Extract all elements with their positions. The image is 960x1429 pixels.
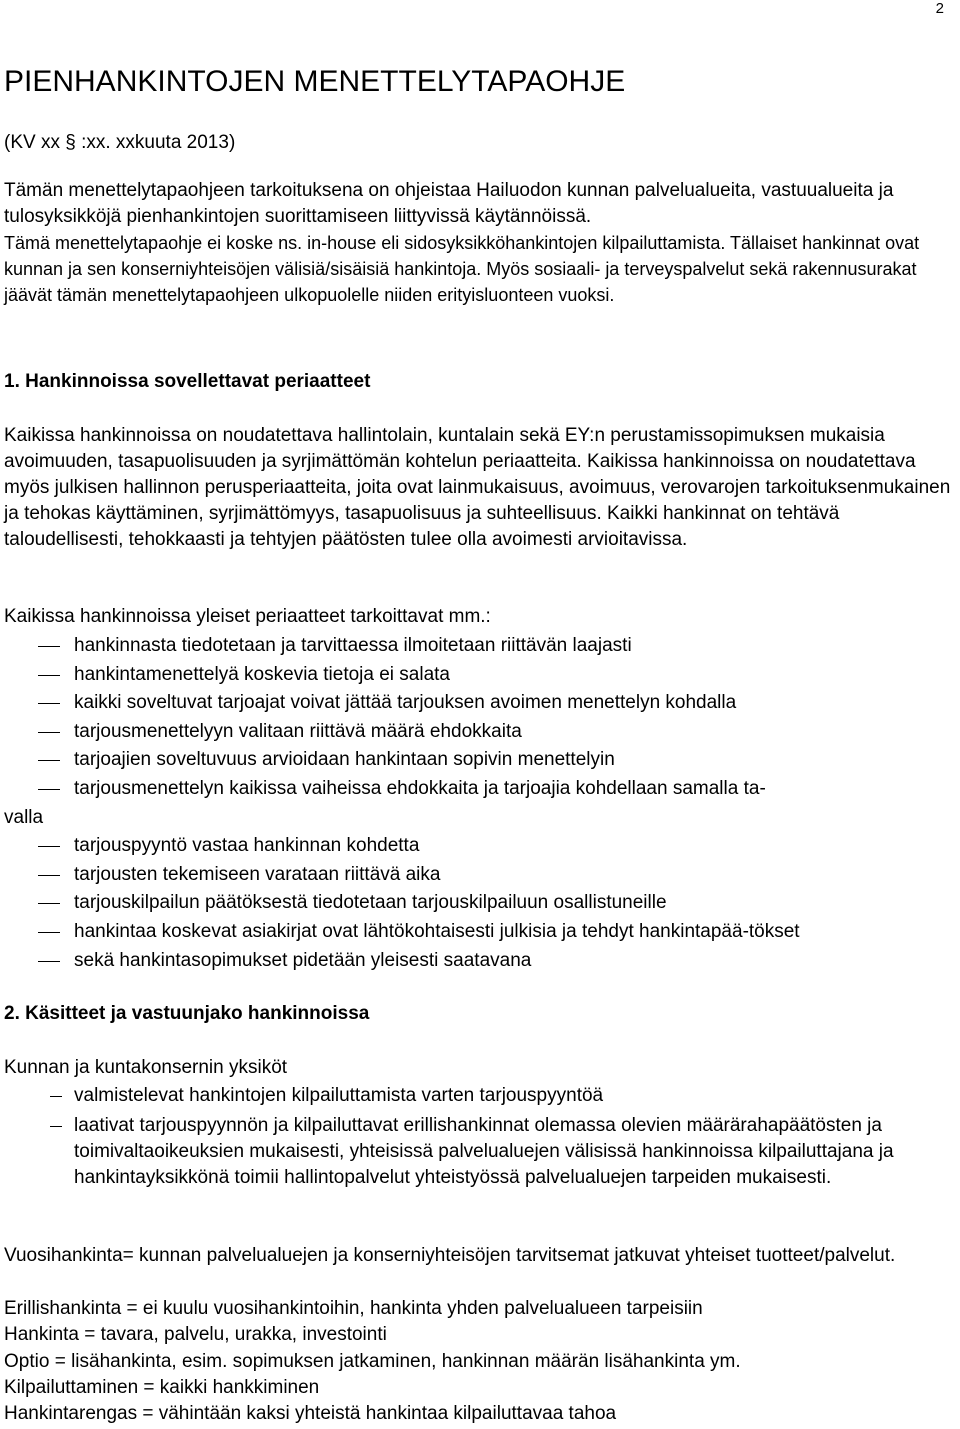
list-item: tarjousmenettelyyn valitaan riittävä määrä ehdokkaita — [4, 718, 954, 747]
list-item: tarjouspyyntö vastaa hankinnan kohdetta — [4, 832, 954, 861]
list-item: sekä hankintasopimukset pidetään yleisesti saatavana — [4, 947, 954, 976]
section-2-heading: 2. Käsitteet ja vastuunjako hankinnoissa — [4, 1003, 370, 1024]
list-item: laativat tarjouspyynnön ja kilpailuttavat erillishankinnat olemassa olevien määrärahapäätösten ja toimivaltaoikeuksien mukaisesti, yhteisissä palvelualuejen välisissä hankinnoissa kilpailuttajana ja hankintayksikkönä toimii hallintopalvelut yhteistyössä palvelualuejen tarpeiden mukaisesti. — [4, 1113, 954, 1191]
section-2-units-list — [4, 1083, 954, 1191]
dash-bullet-icon — [38, 875, 60, 876]
definition-hankintarengas: Hankintarengas = vähintään kaksi yhteistä hankintaa kilpailuttavaa tahoa — [4, 1403, 617, 1424]
dash-bullet-icon — [38, 846, 60, 847]
document-subtitle: (KV xx § :xx. xxkuuta 2013) — [4, 132, 236, 153]
definition-vuosihankinta: Vuosihankinta= kunnan palvelualuejen ja konserniyhteisöjen tarvitsemat jatkuvat yhteiset tuotteet/palvelut. — [4, 1245, 896, 1266]
section-1-paragraph: Kaikissa hankinnoissa on noudatettava hallintolain, kuntalain sekä EY:n perustamissopimuksen mukaisia avoimuuden, tasapuolisuuden ja syrjimättömän kohtelun periaatteita. Kaikissa hankinnoissa on noudatettava myös julkisen hallinnon perusperiaatteita, joita ovat lainmukaisuus, avoimuus, verovarojen tarkoituksenmukainen ja tehokas käyttäminen, syrjimättömyys, tasapuolisuus ja suhteellisuus. Kaikki hankinnat on tehtävä taloudellisesti, tehokkaasti ja tehtyjen päätösten tulee olla avoimesti arvioitavissa. — [4, 425, 951, 550]
list-item: tarjoajien soveltuvuus arvioidaan hankintaan sopivin menettelyin — [4, 746, 954, 775]
list-item: tarjouskilpailun päätöksestä tiedotetaan tarjouskilpailuun osallistuneille — [4, 889, 954, 918]
definition-erillishankinta: Erillishankinta = ei kuulu vuosihankintoihin, hankinta yhden palvelualueen tarpeisiin — [4, 1298, 703, 1319]
list-item: hankintamenettelyä koskevia tietoja ei salata — [4, 661, 954, 690]
list-item: kaikki soveltuvat tarjoajat voivat jättää tarjouksen avoimen menettelyn kohdalla — [4, 689, 954, 718]
definition-hankinta: Hankinta = tavara, palvelu, urakka, investointi — [4, 1324, 387, 1345]
section-1-heading: 1. Hankinnoissa sovellettavat periaatteet — [4, 371, 371, 392]
list-item: tarjousmenettelyn kaikissa vaiheissa ehdokkaita ja tarjoajia kohdellaan samalla ta- — [4, 775, 954, 804]
list-item: tarjousten tekemiseen varataan riittävä aika — [4, 861, 954, 890]
dash-bullet-icon — [38, 703, 60, 704]
dash-bullet-icon — [38, 732, 60, 733]
list-item: hankintaa koskevat asiakirjat ovat lähtökohtaisesti julkisia ja tehdyt hankintapää-tökset — [4, 918, 954, 947]
dash-bullet-icon — [38, 789, 60, 790]
section-2-list-intro: Kunnan ja kuntakonsernin yksiköt — [4, 1057, 288, 1078]
dash-bullet-icon — [50, 1096, 62, 1097]
dash-bullet-icon — [38, 932, 60, 933]
dash-bullet-icon — [38, 675, 60, 676]
dash-bullet-icon — [38, 646, 60, 647]
intro-paragraph-1: Tämän menettelytapaohjeen tarkoituksena on ohjeistaa Hailuodon kunnan palvelualueita, vastuualueita ja tulosyksikköjä pienhankintojen suorittamiseen liittyvissä käytännöissä. — [4, 180, 894, 227]
page-number: 2 — [935, 0, 944, 17]
dash-bullet-icon — [38, 903, 60, 904]
dash-bullet-icon — [38, 760, 60, 761]
list-item: hankinnasta tiedotetaan ja tarvittaessa ilmoitetaan riittävän laajasti — [4, 632, 954, 661]
dash-bullet-icon — [38, 961, 60, 962]
list-item: valmistelevat hankintojen kilpailuttamista varten tarjouspyyntöä — [4, 1083, 954, 1109]
section-1-principles-list — [4, 632, 954, 975]
dash-bullet-icon — [50, 1126, 62, 1127]
list-item-continuation: valla — [4, 806, 44, 828]
section-1-list-intro: Kaikissa hankinnoissa yleiset periaatteet tarkoittavat mm.: — [4, 606, 491, 627]
definition-kilpailuttaminen: Kilpailuttaminen = kaikki hankkiminen — [4, 1377, 320, 1398]
definition-optio: Optio = lisähankinta, esim. sopimuksen jatkaminen, hankinnan määrän lisähankinta ym. — [4, 1351, 741, 1372]
intro-paragraph-2: Tämä menettelytapaohje ei koske ns. in-house eli sidosyksikköhankintojen kilpailuttamista. Tällaiset hankinnat ovat kunnan ja sen konserniyhteisöjen välisiä/sisäisiä hankintoja. Myös sosiaali- ja terveyspalvelut sekä rakennusurakat jäävät tämän menettelytapaohjeen ulkopuolelle niiden erityisluonteen vuoksi. — [4, 233, 920, 305]
document-title: PIENHANKINTOJEN MENETTELYTAPAOHJE — [4, 65, 626, 98]
